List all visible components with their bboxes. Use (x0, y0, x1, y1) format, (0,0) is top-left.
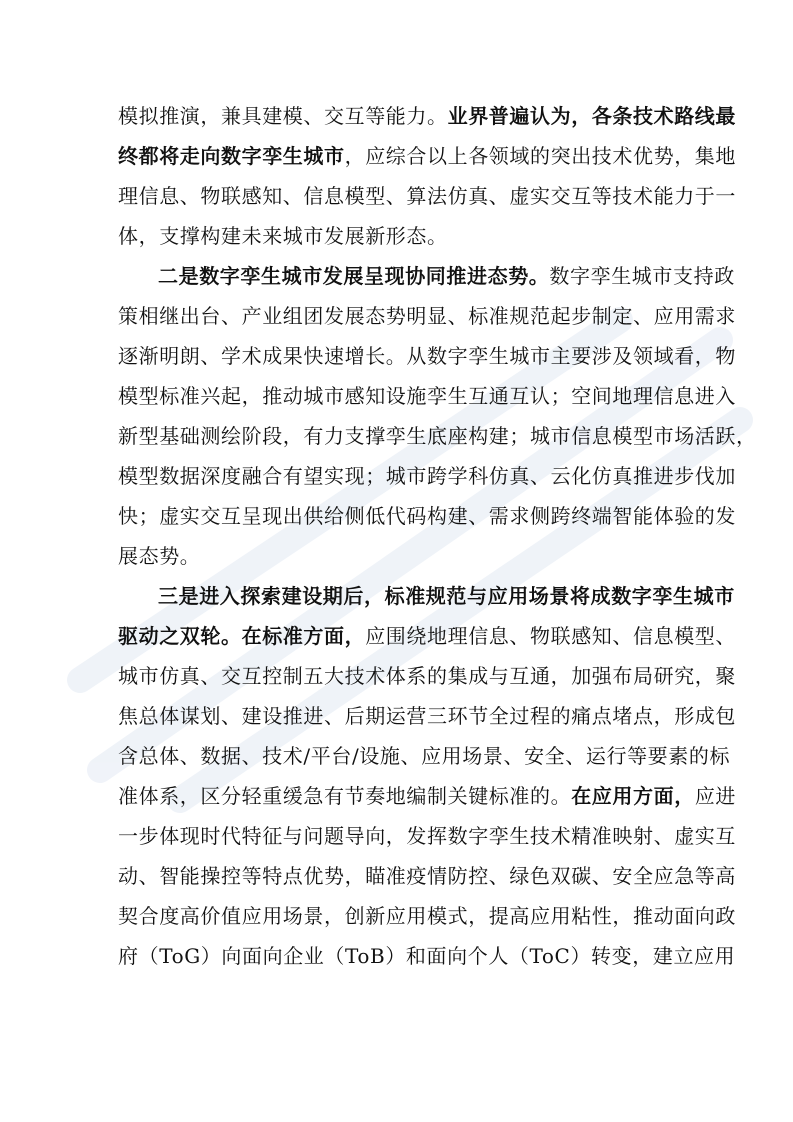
paragraph-2-line-3: 逐渐明朗、学术成果快速增长。从数字孪生城市主要涉及领域看，物 (118, 344, 736, 368)
paragraph-2-line-7: 快；虚实交互呈现出供给侧低代码构建、需求侧跨终端智能体验的发 (118, 504, 736, 528)
paragraph-1-line-1: 模拟推演，兼具建模、交互等能力。业界普遍认为，各条技术路线最 (118, 104, 737, 128)
paragraph-1-line-2: 终都将走向数字孪生城市，应综合以上各领域的突出技术优势，集地 (118, 144, 737, 168)
paragraph-3-line-3: 城市仿真、交互控制五大技术体系的集成与互通，加强布局研究，聚 (118, 664, 736, 688)
paragraph-3-line-6: 准体系，区分轻重缓急有节奏地编制关键标准的。在应用方面，应进 (118, 784, 737, 808)
paragraph-3-line-8: 动、智能操控等特点优势，瞄准疫情防控、绿色双碳、安全应急等高 (118, 864, 736, 888)
paragraph-2-line-1: 二是数字孪生城市发展呈现协同推进态势。数字孪生城市支持政 (158, 264, 735, 288)
paragraph-3-line-9: 契合度高价值应用场景，创新应用模式，提高应用粘性，推动面向政 (118, 904, 736, 928)
paragraph-3-line-1: 三是进入探索建设期后，标准规范与应用场景将成数字孪生城市 (158, 584, 735, 608)
paragraph-3-line-5: 含总体、数据、技术/平台/设施、应用场景、安全、运行等要素的标 (118, 744, 731, 768)
paragraph-2-line-8: 展态势。 (118, 544, 201, 568)
paragraph-2-line-2: 策相继出台、产业组团发展态势明显、标准规范起步制定、应用需求 (118, 304, 736, 328)
body-text (118, 96, 757, 976)
paragraph-3-line-7: 一步体现时代特征与问题导向，发挥数字孪生技术精准映射、虚实互 (118, 824, 736, 848)
paragraph-3-line-4: 焦总体谋划、建设推进、后期运营三环节全过程的痛点堵点，形成包 (118, 704, 736, 728)
paragraph-2-line-4: 模型标准兴起，推动城市感知设施孪生互通互认；空间地理信息进入 (118, 384, 736, 408)
paragraph-1-line-3: 理信息、物联感知、信息模型、算法仿真、虚实交互等技术能力于一 (118, 184, 736, 208)
paragraph-3-line-10: 府（ToG）向面向企业（ToB）和面向个人（ToC）转变，建立应用 (118, 944, 736, 968)
paragraph-3-line-2: 驱动之双轮。在标准方面，应围绕地理信息、物联感知、信息模型、 (118, 624, 737, 648)
paragraph-2-line-5: 新型基础测绘阶段，有力支撑孪生底座构建；城市信息模型市场活跃， (118, 424, 757, 448)
paragraph-1-line-4: 体，支撑构建未来城市发展新形态。 (118, 224, 448, 248)
paragraph-2-line-6: 模型数据深度融合有望实现；城市跨学科仿真、云化仿真推进步伐加 (118, 464, 736, 488)
